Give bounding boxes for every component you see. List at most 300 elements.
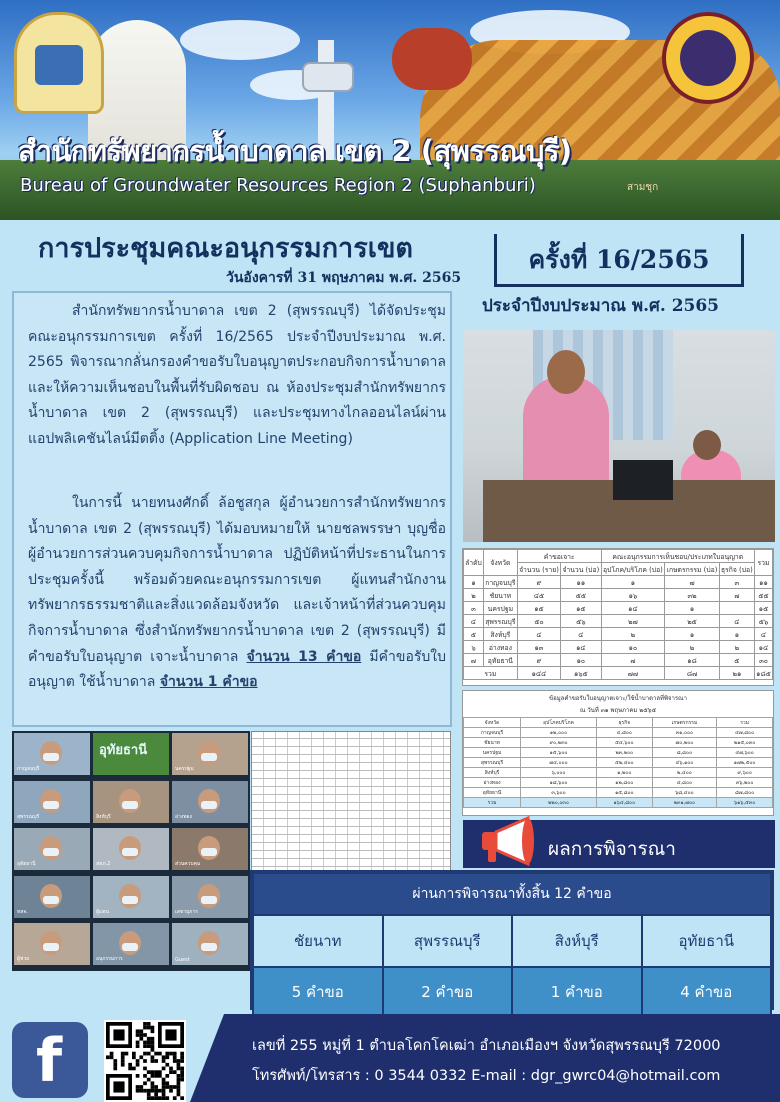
qr-module — [162, 1096, 166, 1100]
qr-module — [151, 1070, 155, 1074]
table-cell: ๒ — [719, 641, 754, 654]
table-cell: ๑๐ — [561, 654, 601, 667]
face-mask — [201, 943, 217, 951]
face-mask — [122, 801, 138, 809]
result-count: 1 คำขอ — [512, 967, 642, 1017]
qr-module — [151, 1044, 155, 1048]
table-cell: ๙ — [517, 654, 560, 667]
table-cell: ๑๒,๘๐๐ — [597, 778, 653, 788]
face-mask — [201, 848, 217, 856]
face-mask — [201, 753, 217, 761]
participant-logo-tile — [93, 733, 169, 775]
footer-contact: โทรศัพท์/โทรสาร : 0 3544 0332 E-mail : dgr_gwrc04@hotmail.com — [252, 1068, 721, 1084]
qr-module — [143, 1022, 147, 1026]
table-cell: ๓๐ — [755, 654, 773, 667]
table-cell: ๓ — [464, 602, 484, 615]
qr-module — [177, 1085, 181, 1089]
qr-module — [125, 1052, 129, 1056]
qr-module — [151, 1089, 155, 1093]
qr-module — [151, 1048, 155, 1052]
table-row — [464, 615, 773, 628]
table-cell: ชัยนาท — [464, 738, 521, 748]
qr-module — [151, 1081, 155, 1085]
face-mask — [122, 896, 138, 904]
qr-module — [151, 1037, 155, 1041]
qr-module — [132, 1055, 136, 1059]
megaphone-icon — [478, 814, 542, 870]
computer-monitor — [613, 460, 673, 500]
table-cell: ๕๖ — [561, 615, 601, 628]
qr-module — [139, 1033, 143, 1037]
qr-module — [151, 1029, 155, 1033]
qr-module — [162, 1093, 166, 1097]
qr-module — [177, 1059, 181, 1063]
qr-module — [180, 1070, 184, 1074]
qr-module — [143, 1044, 147, 1048]
facebook-icon[interactable] — [12, 1022, 88, 1098]
table-cell: อุทัยธานี — [483, 654, 517, 667]
table-cell: ๖ — [464, 641, 484, 654]
participant-name: ทสจ. — [17, 908, 28, 915]
qr-module — [162, 1055, 166, 1059]
table-cell: ๔๕ — [517, 589, 560, 602]
bureau-title-thai: สำนักทรัพยากรน้ำบาดาล เขต 2 (สุพรรณบุรี) — [18, 134, 572, 168]
qr-module — [136, 1085, 140, 1089]
qr-module — [154, 1059, 158, 1063]
table-cell: ๕๕ — [755, 589, 773, 602]
participant-video-tile — [14, 828, 90, 870]
officer-head — [693, 430, 721, 460]
qr-module — [147, 1093, 151, 1097]
table-cell: ๑๒,๐๐๐ — [521, 728, 597, 738]
participant-video-tile — [14, 781, 90, 823]
table-cell: ๒๗ — [601, 615, 665, 628]
table-cell: นครปฐม — [464, 748, 521, 758]
result-count: 2 คำขอ — [383, 967, 513, 1017]
table-cell: ๑ — [601, 576, 665, 589]
table-cell — [719, 602, 754, 615]
face-mask — [122, 943, 138, 951]
qr-module — [151, 1059, 155, 1063]
table-cell: อ่างทอง — [464, 778, 521, 788]
table-cell: ๒ — [464, 589, 484, 602]
qr-module — [136, 1029, 140, 1033]
participant-name: สิงห์บุรี — [96, 813, 111, 820]
qr-module — [177, 1089, 181, 1093]
table-cell: ๑๑ — [561, 576, 601, 589]
usage-request-count: จำนวน 1 คำขอ — [159, 674, 258, 691]
qr-module — [162, 1085, 166, 1089]
face-mask — [201, 896, 217, 904]
table-cell: ๓๖,๒๐๐ — [717, 778, 773, 788]
qr-module — [147, 1044, 151, 1048]
table-cell: ๗ — [601, 654, 665, 667]
qr-module — [139, 1089, 143, 1093]
qr-module — [173, 1059, 177, 1063]
participant-name: ผู้แทน — [96, 908, 109, 915]
table-cell: ๔ — [517, 628, 560, 641]
participant-name: อนุกรรมการ — [96, 956, 123, 962]
meeting-room-photo — [463, 330, 775, 542]
table-cell: ๔,๘๐๐ — [597, 728, 653, 738]
qr-module — [121, 1063, 125, 1067]
participant-name: กาญจนบุรี — [17, 766, 40, 772]
table-cell: ๑ — [719, 628, 754, 641]
table-cell: ๒,๔๐๐ — [652, 768, 717, 778]
qr-module — [110, 1055, 114, 1059]
water-volume-table — [462, 690, 774, 816]
face-mask — [43, 801, 59, 809]
participant-name: ผู้ช่วย — [17, 956, 30, 962]
table-cell: รวม — [464, 667, 518, 680]
qr-module — [143, 1052, 147, 1056]
qr-module — [180, 1055, 184, 1059]
table-cell: ๑๓ — [517, 641, 560, 654]
qr-module — [162, 1081, 166, 1085]
qr-module — [121, 1052, 125, 1056]
table-total-row — [464, 798, 773, 808]
table-cell: ๕๕ — [561, 589, 601, 602]
qr-module — [177, 1078, 181, 1082]
table-cell: ๑๘ — [665, 654, 719, 667]
table-cell: ๒๑ — [719, 667, 754, 680]
table-subheader: จำนวน (บ่อ) — [561, 563, 601, 576]
qr-module — [162, 1067, 166, 1071]
qr-module — [143, 1089, 147, 1093]
table-cell: สิงห์บุรี — [464, 768, 521, 778]
qr-module — [158, 1070, 162, 1074]
table-cell: ๖,๐๐๐ — [521, 768, 597, 778]
table-cell: ๑๖ — [601, 589, 665, 602]
participant-video-tile — [93, 828, 169, 870]
qr-module — [113, 1067, 117, 1071]
qr-module — [143, 1033, 147, 1037]
qr-module — [113, 1081, 124, 1092]
qr-module — [143, 1026, 147, 1030]
table-row — [464, 589, 773, 602]
qr-module — [173, 1070, 177, 1074]
table-cell: ๑๔ — [561, 641, 601, 654]
table-cell: ๔๗,๖๐๐ — [717, 748, 773, 758]
face-mask — [43, 848, 59, 856]
qr-module — [165, 1081, 169, 1085]
tile-logo-text: อุทัยธานี — [99, 743, 148, 758]
table-cell: ๔ — [719, 615, 754, 628]
qr-module — [132, 1067, 136, 1071]
qr-code-icon[interactable] — [104, 1020, 186, 1102]
qr-module — [143, 1059, 147, 1063]
result-table — [250, 870, 774, 1010]
table-cell: ๒ — [665, 641, 719, 654]
qr-module — [151, 1074, 155, 1078]
table-cell: กาญจนบุรี — [483, 576, 517, 589]
table-header: อุปโภคบริโภค — [521, 718, 597, 728]
qr-module — [165, 1055, 169, 1059]
participant-video-tile — [93, 923, 169, 965]
table-cell: ๘๗ — [665, 667, 719, 680]
table-cell: รวม — [464, 798, 521, 808]
table-cell: ๗๗ — [601, 667, 665, 680]
qr-module — [147, 1089, 151, 1093]
qr-module — [165, 1052, 169, 1056]
table-cell: ๑๕ — [561, 602, 601, 615]
qr-module — [177, 1074, 181, 1078]
qr-module — [158, 1052, 162, 1056]
qr-module — [136, 1041, 140, 1045]
table-cell: ๒๓๑,๗๐๐ — [652, 798, 717, 808]
result-province: ชัยนาท — [253, 915, 383, 967]
table-cell: สิงห์บุรี — [483, 628, 517, 641]
table-cell: ๗ — [464, 654, 484, 667]
footer-address: เลขที่ 255 หมู่ที่ 1 ตำบลโคกโคเฒ่า อำเภอเมืองฯ จังหวัดสุพรรณบุรี 72000 — [252, 1038, 721, 1054]
qr-module — [158, 1096, 162, 1100]
participant-name: สุพรรณบุรี — [17, 813, 40, 820]
table-cell: ๒๒๐,๐๓๐ — [521, 798, 597, 808]
qr-module — [173, 1096, 177, 1100]
qr-module — [139, 1037, 143, 1041]
table-cell: ๑๔ — [755, 641, 773, 654]
table-cell: นครปฐม — [483, 602, 517, 615]
table-cell: ๓,๖๐๐ — [521, 788, 597, 798]
qr-module — [154, 1052, 158, 1056]
qr-module — [128, 1063, 132, 1067]
table-row — [464, 788, 773, 798]
participant-video-tile — [14, 733, 90, 775]
qr-module — [173, 1055, 177, 1059]
qr-module — [136, 1059, 140, 1063]
paragraph-1: สำนักทรัพยากรน้ำบาดาล เขต 2 (สุพรรณบุรี) ได้จัดประชุมคณะอนุกรรมการเขต ครั้งที่ 16/2565 ประจำปีงบประมาณ พ.ศ. 2565 พิจารณากลั่นกรองคำขอรับใบอนุญาตประกอบกิจการน้ำบาดาล และให้ความเห็นชอบในพื้นที่รับผิดชอบ ณ ห้องประชุมสำนักทรัพยากรน้ำบาดาล เขต 2 (สุพรรณบุรี) และประชุมทางไกลออนไลน์ผ่านแอปพลิเคชันไลน์มีตติ้ง (Application Line Meeting) — [28, 303, 446, 447]
table-header: ธุรกิจ — [597, 718, 653, 728]
qr-module — [113, 1059, 117, 1063]
meeting-number-box — [494, 234, 744, 287]
participant-video-tile — [172, 781, 248, 823]
result-province: สุพรรณบุรี — [383, 915, 513, 967]
table-caption: ข้อมูลคำขอรับใบอนุญาตเจาะ/ใช้น้ำบาดาลที่พิจารณา — [548, 695, 687, 702]
table-header: คณะอนุกรรมการเห็นชอบ/ประเภทใบอนุญาต — [601, 550, 754, 563]
facebook-glyph: f — [36, 1026, 63, 1096]
table-cell: ๓๑,๐๐๐ — [652, 728, 717, 738]
table-cell: ๕๖ — [755, 615, 773, 628]
table-cell: ๒๑๕,๐๓๐ — [717, 738, 773, 748]
participant-video-tile — [172, 828, 248, 870]
qr-module — [151, 1085, 155, 1089]
table-cell: ๔๗,๘๐๐ — [717, 728, 773, 738]
participant-video-tile — [14, 923, 90, 965]
qr-module — [147, 1022, 151, 1026]
table-cell: ๑๗๒,๕๐๐ — [717, 758, 773, 768]
table-row — [464, 758, 773, 768]
cloud — [180, 20, 300, 60]
table-row — [464, 778, 773, 788]
participant-video-tile — [172, 733, 248, 775]
qr-module — [136, 1033, 140, 1037]
qr-module — [110, 1052, 114, 1056]
face-mask — [122, 848, 138, 856]
table-row — [464, 768, 773, 778]
result-summary: ผ่านการพิจารณาทั้งสิ้น 12 คำขอ — [253, 873, 771, 915]
qr-module — [165, 1074, 169, 1078]
qr-module — [147, 1052, 151, 1056]
qr-module — [180, 1067, 184, 1071]
table-cell: ๘๗,๘๐๐ — [717, 788, 773, 798]
table-cell: ๑๔ — [601, 602, 665, 615]
qr-module — [154, 1070, 158, 1074]
observation-tower-top — [302, 62, 354, 92]
qr-module — [169, 1067, 173, 1071]
result-count: 5 คำขอ — [253, 967, 383, 1017]
table-cell: ๗ — [665, 576, 719, 589]
table-date: ณ วันที่ ๓๑ พฤษภาคม ๒๕๖๕ — [579, 707, 657, 714]
table-cell: ๔,๘๐๐ — [652, 778, 717, 788]
participant-name: สทภ.2 — [96, 861, 111, 867]
qr-module — [136, 1044, 140, 1048]
qr-module — [128, 1067, 132, 1071]
table-cell: ๒๕ — [665, 615, 719, 628]
table-row — [464, 728, 773, 738]
table-header: จังหวัด — [464, 718, 521, 728]
table-cell: ๑๘,๖๐๐ — [521, 778, 597, 788]
paragraph-2-text: ในการนี้ นายทนงศักดิ์ ล้อชูสกุล ผู้อำนวยการสำนักทรัพยากรน้ำบาดาล เขต 2 (สุพรรณบุรี) ได้มอบหมายให้ นายชลพรรษา บุญชื่อ ผู้อำนวยการส่วนควบคุมกิจการน้ำบาดาล ปฏิบัติหน้าที่ประธานในการประชุมครั้งนี้ พร้อมด้วยคณะอนุกรรมการเขต ผู้แทนสำนักงานทรัพยากรธรรมชาติและสิ่งแวดล้อมจังหวัด และเจ้าหน้าที่ส่วนควบคุมกิจการน้ำบาดาล ซึ่งสำนักทรัพยากรน้ำบาดาล เขต 2 (สุพรรณบุรี) มีคำขอรับใบอนุญาต เจาะน้ำบาดาล — [28, 495, 446, 665]
table-header: เกษตรกรรม — [652, 718, 717, 728]
participant-name: เลขานุการ — [175, 908, 198, 915]
table-header: คำขอเจาะ — [517, 550, 601, 563]
table-cell: ๑๔๔ — [517, 667, 560, 680]
dragon-sign-text: สามชุก — [627, 182, 659, 193]
qr-module — [169, 1089, 173, 1093]
qr-module — [139, 1055, 143, 1059]
table-header: จังหวัด — [483, 550, 517, 576]
qr-module — [165, 1085, 169, 1089]
province-seal-logo — [14, 12, 104, 114]
dragon-head-image — [392, 28, 472, 90]
qr-module — [158, 1089, 162, 1093]
table-row — [464, 602, 773, 615]
qr-module — [147, 1026, 151, 1030]
table-cell: ๑๖๕ — [561, 667, 601, 680]
participant-video-tile — [14, 876, 90, 918]
qr-module — [147, 1070, 151, 1074]
qr-module — [162, 1089, 166, 1093]
qr-module — [173, 1085, 177, 1089]
participant-name: อ่างทอง — [175, 813, 192, 820]
table-cell: ๘,๘๐๐ — [652, 748, 717, 758]
chairman-head — [547, 350, 585, 394]
qr-module — [143, 1074, 147, 1078]
table-cell: ๑๖๔,๘๐๐ — [597, 798, 653, 808]
table-cell: อุทัยธานี — [464, 788, 521, 798]
header-banner — [0, 0, 780, 220]
qr-module — [151, 1041, 155, 1045]
participant-video-tile — [172, 923, 248, 965]
qr-module — [177, 1067, 181, 1071]
meeting-number: ครั้งที่ 16/2565 — [528, 245, 710, 274]
paragraph-2-text-b: มีคำขอรับใบอนุญาต ใช้น้ำบาดาล — [28, 648, 446, 691]
table-cell: ๕๔,๖๐๐ — [597, 738, 653, 748]
table-cell: ๖๑๖,๕๓๐ — [717, 798, 773, 808]
table-cell: ๙ — [517, 576, 560, 589]
table-cell: ๑๘๕ — [755, 667, 773, 680]
qr-module — [151, 1055, 155, 1059]
table-cell: สุพรรณบุรี — [464, 758, 521, 768]
table-cell: ๖๘,๔๐๐ — [652, 788, 717, 798]
qr-module — [147, 1078, 151, 1082]
table-cell: ๒ — [601, 628, 665, 641]
page-title: การประชุมคณะอนุกรรมการเขต — [38, 233, 413, 264]
participant-name: นครปฐม — [175, 766, 194, 772]
drilling-request-count: จำนวน 13 คำขอ — [246, 648, 362, 665]
table-cell: ๑๕,๘๐๐ — [597, 788, 653, 798]
qr-module — [158, 1074, 162, 1078]
qr-module — [169, 1052, 173, 1056]
meeting-date: วันอังคารที่ 31 พฤษภาคม พ.ศ. 2565 — [226, 270, 462, 286]
qr-module — [162, 1078, 166, 1082]
qr-module — [136, 1089, 140, 1093]
qr-module — [162, 1059, 166, 1063]
table-row — [464, 654, 773, 667]
department-groundwater-logo — [662, 12, 754, 104]
qr-module — [165, 1063, 169, 1067]
table-subheader: ธุรกิจ (บ่อ) — [719, 563, 754, 576]
table-cell: ๙,๖๐๐ — [717, 768, 773, 778]
qr-module — [136, 1063, 140, 1067]
participant-name: Guest — [175, 957, 190, 963]
qr-module — [180, 1059, 184, 1063]
qr-module — [113, 1063, 117, 1067]
table-header: รวม — [717, 718, 773, 728]
qr-module — [154, 1093, 158, 1097]
face-mask — [43, 896, 59, 904]
table-row — [464, 748, 773, 758]
table-cell: ๑๑ — [755, 576, 773, 589]
table-cell: อ่างทอง — [483, 641, 517, 654]
table-cell: ๗ — [719, 589, 754, 602]
qr-module — [151, 1026, 155, 1030]
result-count: 4 คำขอ — [642, 967, 772, 1017]
table-cell: ๔ — [561, 628, 601, 641]
qr-module — [151, 1096, 155, 1100]
qr-module — [139, 1029, 143, 1033]
qr-module — [106, 1055, 110, 1059]
qr-module — [180, 1074, 184, 1078]
qr-module — [154, 1085, 158, 1089]
table-cell: ๑ — [665, 628, 719, 641]
table-cell: ๓ — [719, 576, 754, 589]
face-mask — [201, 801, 217, 809]
table-cell: ๑ — [665, 602, 719, 615]
table-cell: ๔ — [755, 628, 773, 641]
paragraph-2 — [28, 491, 446, 696]
qr-module — [121, 1059, 125, 1063]
qr-module — [165, 1029, 176, 1040]
table-subheader: จำนวน (ราย) — [517, 563, 560, 576]
footer-band — [190, 1014, 780, 1102]
table-cell: ๕ — [464, 628, 484, 641]
table-cell: ๙๐,๒๓๐ — [521, 738, 597, 748]
qr-module — [180, 1096, 184, 1100]
table-cell: ๗๔,๐๐๐ — [521, 758, 597, 768]
qr-module — [180, 1078, 184, 1082]
qr-module — [177, 1063, 181, 1067]
participant-video-tile — [93, 876, 169, 918]
qr-module — [136, 1074, 140, 1078]
bureau-title-english: Bureau of Groundwater Resources Region 2 (Suphanburi) — [20, 175, 536, 196]
qr-module — [173, 1052, 177, 1056]
qr-module — [143, 1041, 147, 1045]
table-cell: ๔ — [464, 615, 484, 628]
qr-module — [169, 1085, 173, 1089]
participant-name: อุทัยธานี — [17, 861, 36, 867]
qr-module — [147, 1041, 151, 1045]
